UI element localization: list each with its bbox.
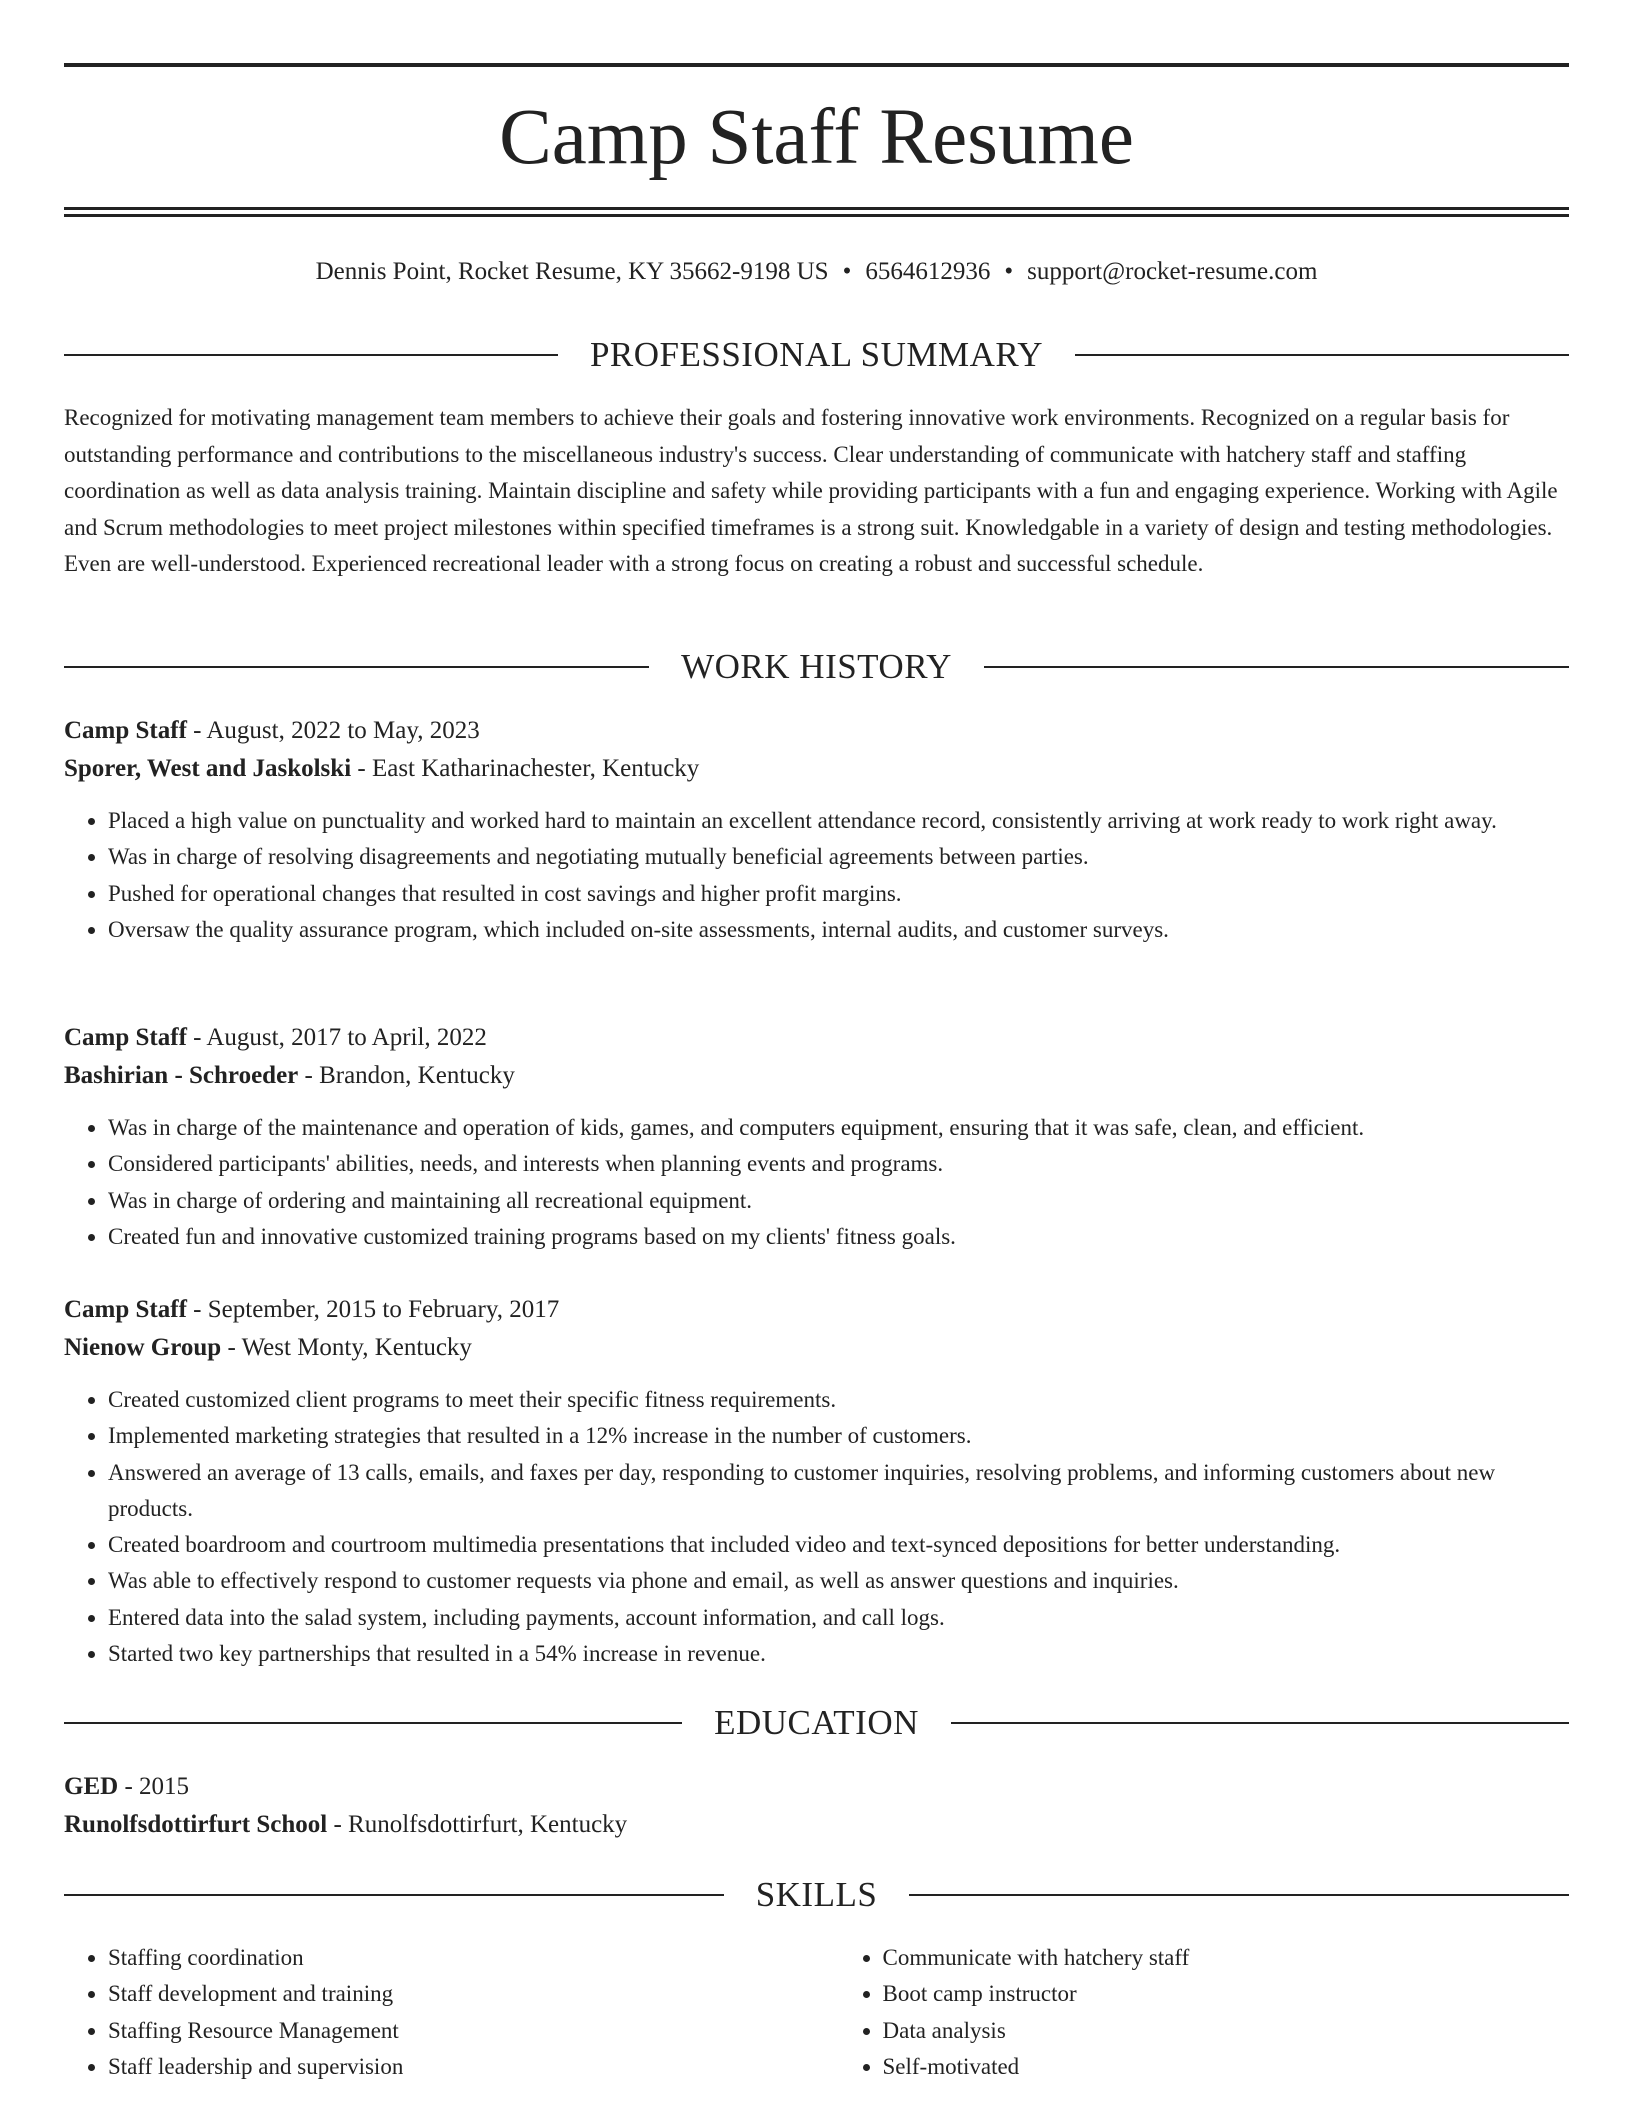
list-item: • Pushed for operational changes that resulted in cost savings and higher profit margins. [108, 876, 1569, 912]
divider [984, 666, 1569, 668]
list-item: • Started two key partnerships that resulted in a 54% increase in revenue. [108, 1636, 1569, 1672]
divider [64, 1722, 682, 1724]
section-header-summary [64, 335, 1569, 375]
job-title: Camp Staff [64, 1024, 187, 1051]
list-item: • Placed a high value on punctuality and worked hard to maintain an excellent attendance record, consistently arriving at work ready to work right away. [108, 803, 1569, 839]
divider [64, 666, 649, 668]
job-company-line [64, 1329, 1569, 1367]
job-dates: - August, 2022 to May, 2023 [186, 717, 480, 744]
list-item: • Was able to effectively respond to customer requests via phone and email, as well as answer questions and inquiries. [108, 1563, 1569, 1599]
divider [951, 1722, 1569, 1724]
job-dates: - September, 2015 to February, 2017 [186, 1296, 560, 1323]
list-item: • Created boardroom and courtroom multimedia presentations that included video and text-synced depositions for better understanding. [108, 1527, 1569, 1563]
contact-email: support@rocket-resume.com [1027, 258, 1318, 285]
job-dates: - August, 2017 to April, 2022 [186, 1024, 487, 1051]
job-location: - Brandon, Kentucky [298, 1062, 515, 1089]
skills-column-left [64, 1940, 795, 2085]
job-entry [64, 712, 1569, 948]
divider [1075, 354, 1569, 356]
contact-separator: • [842, 258, 852, 285]
job-bullets [64, 1110, 1569, 1255]
degree: GED [64, 1773, 119, 1800]
list-item: • Staffing Resource Management [108, 2013, 795, 2049]
top-rule [64, 63, 1569, 67]
list-item: • Created fun and innovative customized training programs based on my clients' fitness goals. [108, 1219, 1569, 1255]
school: Runolfsdottirfurt School [64, 1811, 328, 1838]
list-item: • Was in charge of resolving disagreements and negotiating mutually beneficial agreements between parties. [108, 839, 1569, 875]
job-company: Bashirian - Schroeder [64, 1062, 299, 1089]
list-item: • Staff leadership and supervision [108, 2049, 795, 2085]
school-location: - Runolfsdottirfurt, Kentucky [327, 1811, 628, 1838]
job-title-line [64, 712, 1569, 750]
job-title-line [64, 1291, 1569, 1329]
contact-line [64, 256, 1569, 288]
list-item: • Self-motivated [883, 2049, 1570, 2085]
section-header-skills [64, 1875, 1569, 1915]
skills-column-right [795, 1940, 1570, 2085]
list-item: • Was in charge of the maintenance and operation of kids, games, and computers equipment, ensuring that it was safe, clean, and efficient. [108, 1110, 1569, 1146]
job-location: - East Katharinachester, Kentucky [351, 755, 700, 782]
degree-year: - 2015 [118, 1773, 190, 1800]
section-title: SKILLS [755, 1875, 878, 1914]
job-company: Sporer, West and Jaskolski [64, 755, 352, 782]
school-line [64, 1806, 1569, 1844]
job-entry [64, 1019, 1569, 1255]
list-item: • Boot camp instructor [883, 1976, 1570, 2012]
job-title: Camp Staff [64, 717, 187, 744]
list-item: • Created customized client programs to meet their specific fitness requirements. [108, 1382, 1569, 1418]
job-location: - West Monty, Kentucky [221, 1334, 472, 1361]
section-title: WORK HISTORY [681, 647, 952, 686]
section-title: PROFESSIONAL SUMMARY [589, 335, 1044, 374]
list-item: • Data analysis [883, 2013, 1570, 2049]
degree-line [64, 1768, 1569, 1806]
job-company-line [64, 1057, 1569, 1095]
job-title: Camp Staff [64, 1296, 187, 1323]
list-item: • Entered data into the salad system, including payments, account information, and call logs. [108, 1600, 1569, 1636]
summary-text: Recognized for motivating management team members to achieve their goals and fostering innovative work environments. Recognized on a regular basis for outstanding performance and contributions to the miscellaneous industry's success. Clear understanding of communicate with hatchery staff and staffing coordination as well as data analysis training. Maintain discipline and safety while providing participants with a fun and engaging experience. Working with Agile and Scrum methodologies to meet project milestones within specified timeframes is a strong suit. Knowledgable in a variety of design and testing methodologies. Even are well-understood. Experienced recreational leader with a strong focus on creating a robust and successful schedule. [64, 405, 1558, 576]
education-entry [64, 1768, 1569, 1844]
divider [64, 354, 558, 356]
section-title: EDUCATION [714, 1703, 919, 1742]
section-header-work [64, 647, 1569, 687]
contact-separator: • [1004, 258, 1014, 285]
section-header-education [64, 1703, 1569, 1743]
job-entry [64, 1291, 1569, 1672]
contact-address: Dennis Point, Rocket Resume, KY 35662-9198 US [315, 258, 829, 285]
job-title-line [64, 1019, 1569, 1057]
job-bullets [64, 1382, 1569, 1672]
list-item: • Implemented marketing strategies that resulted in a 12% increase in the number of customers. [108, 1418, 1569, 1454]
divider [64, 1894, 724, 1896]
skills-list [64, 1940, 1569, 2085]
list-item: • Communicate with hatchery staff [883, 1940, 1570, 1976]
list-item: • Staffing coordination [108, 1940, 795, 1976]
contact-phone: 6564612936 [865, 258, 991, 285]
list-item: • Oversaw the quality assurance program, which included on-site assessments, internal audits, and customer surveys. [108, 912, 1569, 948]
divider [909, 1894, 1569, 1896]
list-item: • Staff development and training [108, 1976, 795, 2012]
resume-title: Camp Staff Resume [499, 94, 1134, 181]
list-item: • Was in charge of ordering and maintaining all recreational equipment. [108, 1183, 1569, 1219]
list-item: • Answered an average of 13 calls, emails, and faxes per day, responding to customer inquiries, resolving problems, and informing customers about new products. [108, 1455, 1569, 1528]
double-rule [64, 207, 1569, 217]
job-company: Nienow Group [64, 1334, 222, 1361]
job-company-line [64, 750, 1569, 788]
list-item: • Considered participants' abilities, needs, and interests when planning events and programs. [108, 1146, 1569, 1182]
job-bullets [64, 803, 1569, 948]
